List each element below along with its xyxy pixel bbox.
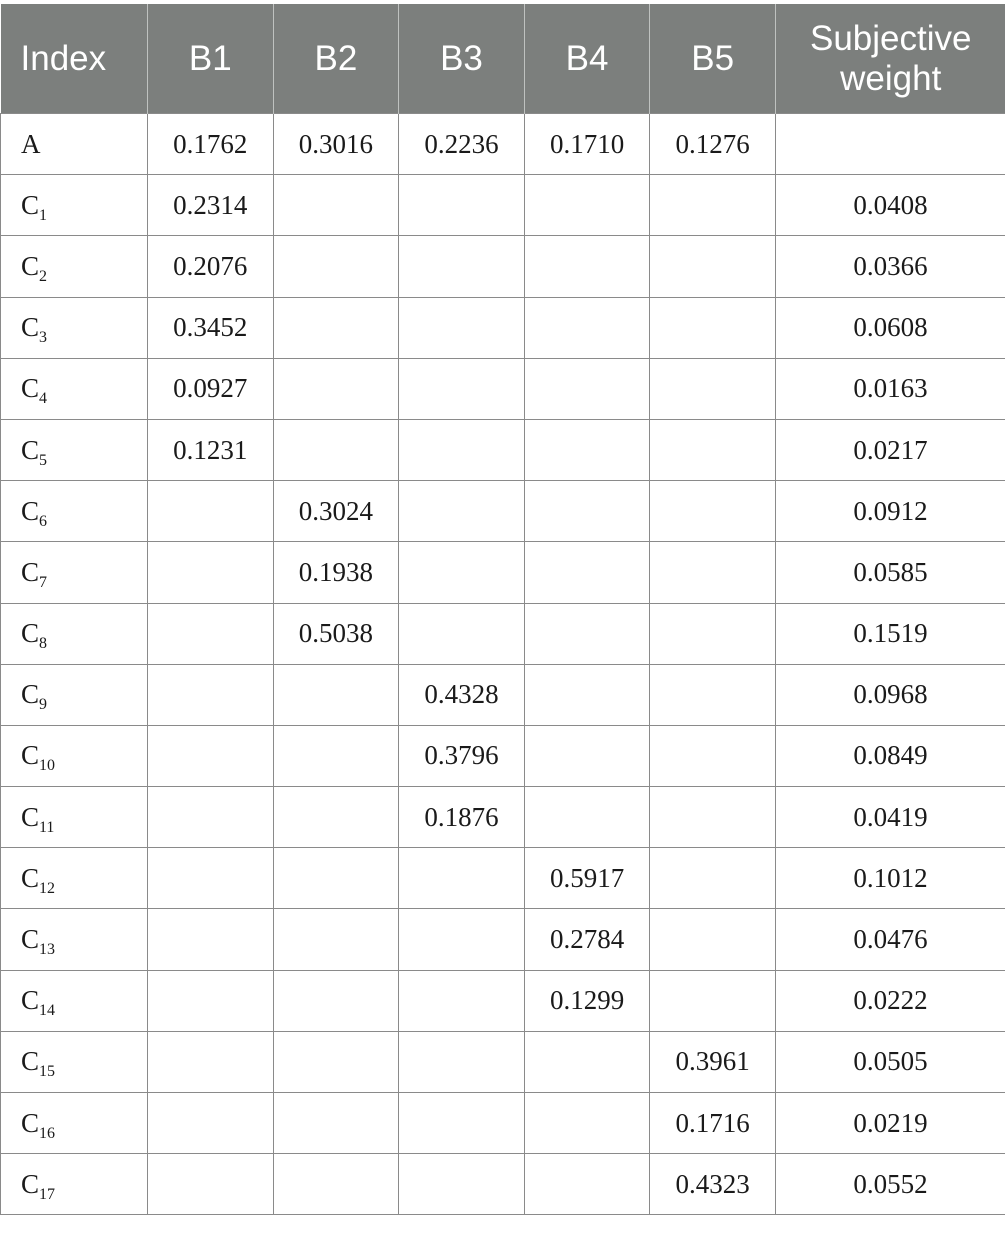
cell-subjective-weight: 0.0163 <box>775 358 1005 419</box>
cell-b3 <box>399 236 525 297</box>
cell-b3 <box>399 358 525 419</box>
header-index: Index <box>1 4 148 114</box>
cell-b5: 0.1716 <box>650 1093 776 1154</box>
cell-subjective-weight: 0.0968 <box>775 664 1005 725</box>
cell-subjective-weight: 0.1012 <box>775 848 1005 909</box>
cell-b5 <box>650 419 776 480</box>
table-row <box>1 1031 1005 1092</box>
cell-b1: 0.1231 <box>148 419 274 480</box>
table-row <box>1 909 1005 970</box>
cell-b2: 0.1938 <box>273 542 399 603</box>
index-cell <box>1 114 148 175</box>
index-subscript: 4 <box>39 390 48 408</box>
cell-b4 <box>524 175 650 236</box>
cell-b5 <box>650 236 776 297</box>
index-label: C <box>21 556 40 587</box>
cell-b1 <box>148 664 274 725</box>
index-label: C <box>21 373 40 404</box>
cell-subjective-weight: 0.0222 <box>775 970 1005 1031</box>
index-cell <box>1 1093 148 1154</box>
index-label: C <box>21 250 40 281</box>
table-row <box>1 542 1005 603</box>
cell-b4 <box>524 297 650 358</box>
index-cell <box>1 358 148 419</box>
cell-b1 <box>148 848 274 909</box>
index-cell <box>1 725 148 786</box>
cell-b5 <box>650 358 776 419</box>
index-label: C <box>21 312 40 343</box>
cell-b2: 0.3016 <box>273 114 399 175</box>
cell-b2 <box>273 1093 399 1154</box>
cell-b3 <box>399 1093 525 1154</box>
cell-b4 <box>524 725 650 786</box>
cell-b2 <box>273 848 399 909</box>
table-row <box>1 1154 1005 1215</box>
cell-subjective-weight: 0.0849 <box>775 725 1005 786</box>
cell-b4 <box>524 603 650 664</box>
cell-b3 <box>399 970 525 1031</box>
cell-b3 <box>399 848 525 909</box>
header-b2: B2 <box>273 4 399 114</box>
index-subscript: 14 <box>39 1002 56 1020</box>
cell-b1 <box>148 1031 274 1092</box>
index-cell <box>1 419 148 480</box>
cell-b3: 0.4328 <box>399 664 525 725</box>
cell-b4 <box>524 787 650 848</box>
table-row <box>1 297 1005 358</box>
cell-subjective-weight: 0.0408 <box>775 175 1005 236</box>
cell-b5 <box>650 970 776 1031</box>
cell-b4 <box>524 1154 650 1215</box>
cell-b3 <box>399 1154 525 1215</box>
index-subscript: 10 <box>39 757 56 775</box>
cell-b3 <box>399 909 525 970</box>
cell-b2 <box>273 787 399 848</box>
cell-b1 <box>148 1093 274 1154</box>
cell-b5 <box>650 787 776 848</box>
cell-b1 <box>148 1154 274 1215</box>
cell-b2: 0.3024 <box>273 481 399 542</box>
cell-b3: 0.3796 <box>399 725 525 786</box>
header-b5: B5 <box>650 4 776 114</box>
cell-b3 <box>399 1031 525 1092</box>
index-label: A <box>21 128 41 159</box>
cell-b4 <box>524 664 650 725</box>
cell-b4 <box>524 358 650 419</box>
index-cell <box>1 175 148 236</box>
cell-b1 <box>148 909 274 970</box>
cell-b3 <box>399 481 525 542</box>
index-cell <box>1 970 148 1031</box>
table-row <box>1 725 1005 786</box>
header-row <box>1 4 1005 114</box>
table-row <box>1 603 1005 664</box>
cell-b5 <box>650 725 776 786</box>
index-cell <box>1 481 148 542</box>
cell-b4: 0.2784 <box>524 909 650 970</box>
cell-b1: 0.1762 <box>148 114 274 175</box>
cell-b1: 0.2314 <box>148 175 274 236</box>
table-row <box>1 236 1005 297</box>
cell-b4 <box>524 1093 650 1154</box>
cell-subjective-weight: 0.0419 <box>775 787 1005 848</box>
index-cell <box>1 542 148 603</box>
index-label: C <box>21 740 40 771</box>
cell-b3 <box>399 603 525 664</box>
cell-b5 <box>650 848 776 909</box>
table-row <box>1 848 1005 909</box>
table-row <box>1 358 1005 419</box>
cell-b2 <box>273 1154 399 1215</box>
index-subscript: 2 <box>39 267 48 285</box>
header-b1: B1 <box>148 4 274 114</box>
index-cell <box>1 909 148 970</box>
index-label: C <box>21 985 40 1016</box>
cell-subjective-weight: 0.0366 <box>775 236 1005 297</box>
index-label: C <box>21 924 40 955</box>
cell-b3 <box>399 297 525 358</box>
cell-b4 <box>524 481 650 542</box>
index-subscript: 8 <box>39 635 48 653</box>
cell-b5 <box>650 175 776 236</box>
cell-b3 <box>399 419 525 480</box>
cell-b1 <box>148 481 274 542</box>
index-label: C <box>21 1046 40 1077</box>
index-subscript: 6 <box>39 512 48 530</box>
cell-b2 <box>273 419 399 480</box>
index-label: C <box>21 495 40 526</box>
cell-b2 <box>273 175 399 236</box>
index-cell <box>1 236 148 297</box>
cell-b3: 0.2236 <box>399 114 525 175</box>
cell-subjective-weight: 0.0608 <box>775 297 1005 358</box>
cell-b2 <box>273 358 399 419</box>
index-label: C <box>21 618 40 649</box>
index-cell <box>1 1031 148 1092</box>
index-cell <box>1 664 148 725</box>
cell-b5: 0.4323 <box>650 1154 776 1215</box>
header-b3: B3 <box>399 4 525 114</box>
cell-b1 <box>148 603 274 664</box>
cell-b4 <box>524 1031 650 1092</box>
index-label: C <box>21 434 40 465</box>
index-cell <box>1 787 148 848</box>
index-subscript: 7 <box>39 573 48 591</box>
cell-subjective-weight: 0.0217 <box>775 419 1005 480</box>
table-row <box>1 481 1005 542</box>
cell-b2 <box>273 236 399 297</box>
index-label: C <box>21 1107 40 1138</box>
index-subscript: 13 <box>39 941 56 959</box>
index-label: C <box>21 801 40 832</box>
cell-subjective-weight: 0.0585 <box>775 542 1005 603</box>
cell-subjective-weight: 0.0219 <box>775 1093 1005 1154</box>
cell-b1: 0.2076 <box>148 236 274 297</box>
table-row <box>1 664 1005 725</box>
cell-b2: 0.5038 <box>273 603 399 664</box>
cell-b2 <box>273 664 399 725</box>
table-body <box>1 114 1005 1215</box>
table-row <box>1 175 1005 236</box>
cell-b2 <box>273 725 399 786</box>
cell-subjective-weight: 0.0505 <box>775 1031 1005 1092</box>
cell-b5 <box>650 297 776 358</box>
index-subscript: 5 <box>39 451 48 469</box>
cell-subjective-weight <box>775 114 1005 175</box>
cell-b1 <box>148 725 274 786</box>
index-cell <box>1 1154 148 1215</box>
cell-b5 <box>650 603 776 664</box>
cell-b5: 0.3961 <box>650 1031 776 1092</box>
table-row <box>1 419 1005 480</box>
cell-subjective-weight: 0.1519 <box>775 603 1005 664</box>
cell-subjective-weight: 0.0476 <box>775 909 1005 970</box>
cell-b5 <box>650 481 776 542</box>
index-label: C <box>21 862 40 893</box>
cell-b4: 0.5917 <box>524 848 650 909</box>
cell-b5 <box>650 909 776 970</box>
index-subscript: 12 <box>39 879 56 897</box>
cell-b4 <box>524 419 650 480</box>
cell-b5 <box>650 664 776 725</box>
cell-b3 <box>399 175 525 236</box>
weights-table <box>0 4 1005 1215</box>
cell-b5 <box>650 542 776 603</box>
cell-b4 <box>524 542 650 603</box>
cell-b1 <box>148 970 274 1031</box>
index-cell <box>1 848 148 909</box>
cell-b5: 0.1276 <box>650 114 776 175</box>
index-label: C <box>21 189 40 220</box>
table-header <box>1 4 1005 114</box>
table-row <box>1 114 1005 175</box>
index-label: C <box>21 679 40 710</box>
index-cell <box>1 603 148 664</box>
cell-b2 <box>273 909 399 970</box>
index-subscript: 3 <box>39 329 48 347</box>
index-subscript: 17 <box>39 1185 56 1203</box>
cell-b4 <box>524 236 650 297</box>
index-cell <box>1 297 148 358</box>
index-subscript: 11 <box>39 818 55 836</box>
cell-b2 <box>273 297 399 358</box>
index-label: C <box>21 1168 40 1199</box>
index-subscript: 1 <box>39 206 48 224</box>
cell-subjective-weight: 0.0912 <box>775 481 1005 542</box>
cell-b2 <box>273 970 399 1031</box>
cell-b1 <box>148 542 274 603</box>
cell-b1: 0.3452 <box>148 297 274 358</box>
cell-b4: 0.1299 <box>524 970 650 1031</box>
index-subscript: 15 <box>39 1063 56 1081</box>
index-subscript: 16 <box>39 1124 56 1142</box>
cell-b3 <box>399 542 525 603</box>
table-row <box>1 787 1005 848</box>
cell-b1: 0.0927 <box>148 358 274 419</box>
index-subscript: 9 <box>39 696 48 714</box>
cell-b1 <box>148 787 274 848</box>
cell-b4: 0.1710 <box>524 114 650 175</box>
header-b4: B4 <box>524 4 650 114</box>
cell-b2 <box>273 1031 399 1092</box>
table-row <box>1 970 1005 1031</box>
table-row <box>1 1093 1005 1154</box>
cell-b3: 0.1876 <box>399 787 525 848</box>
header-subjective-weight: Subjective weight <box>775 4 1005 114</box>
cell-subjective-weight: 0.0552 <box>775 1154 1005 1215</box>
